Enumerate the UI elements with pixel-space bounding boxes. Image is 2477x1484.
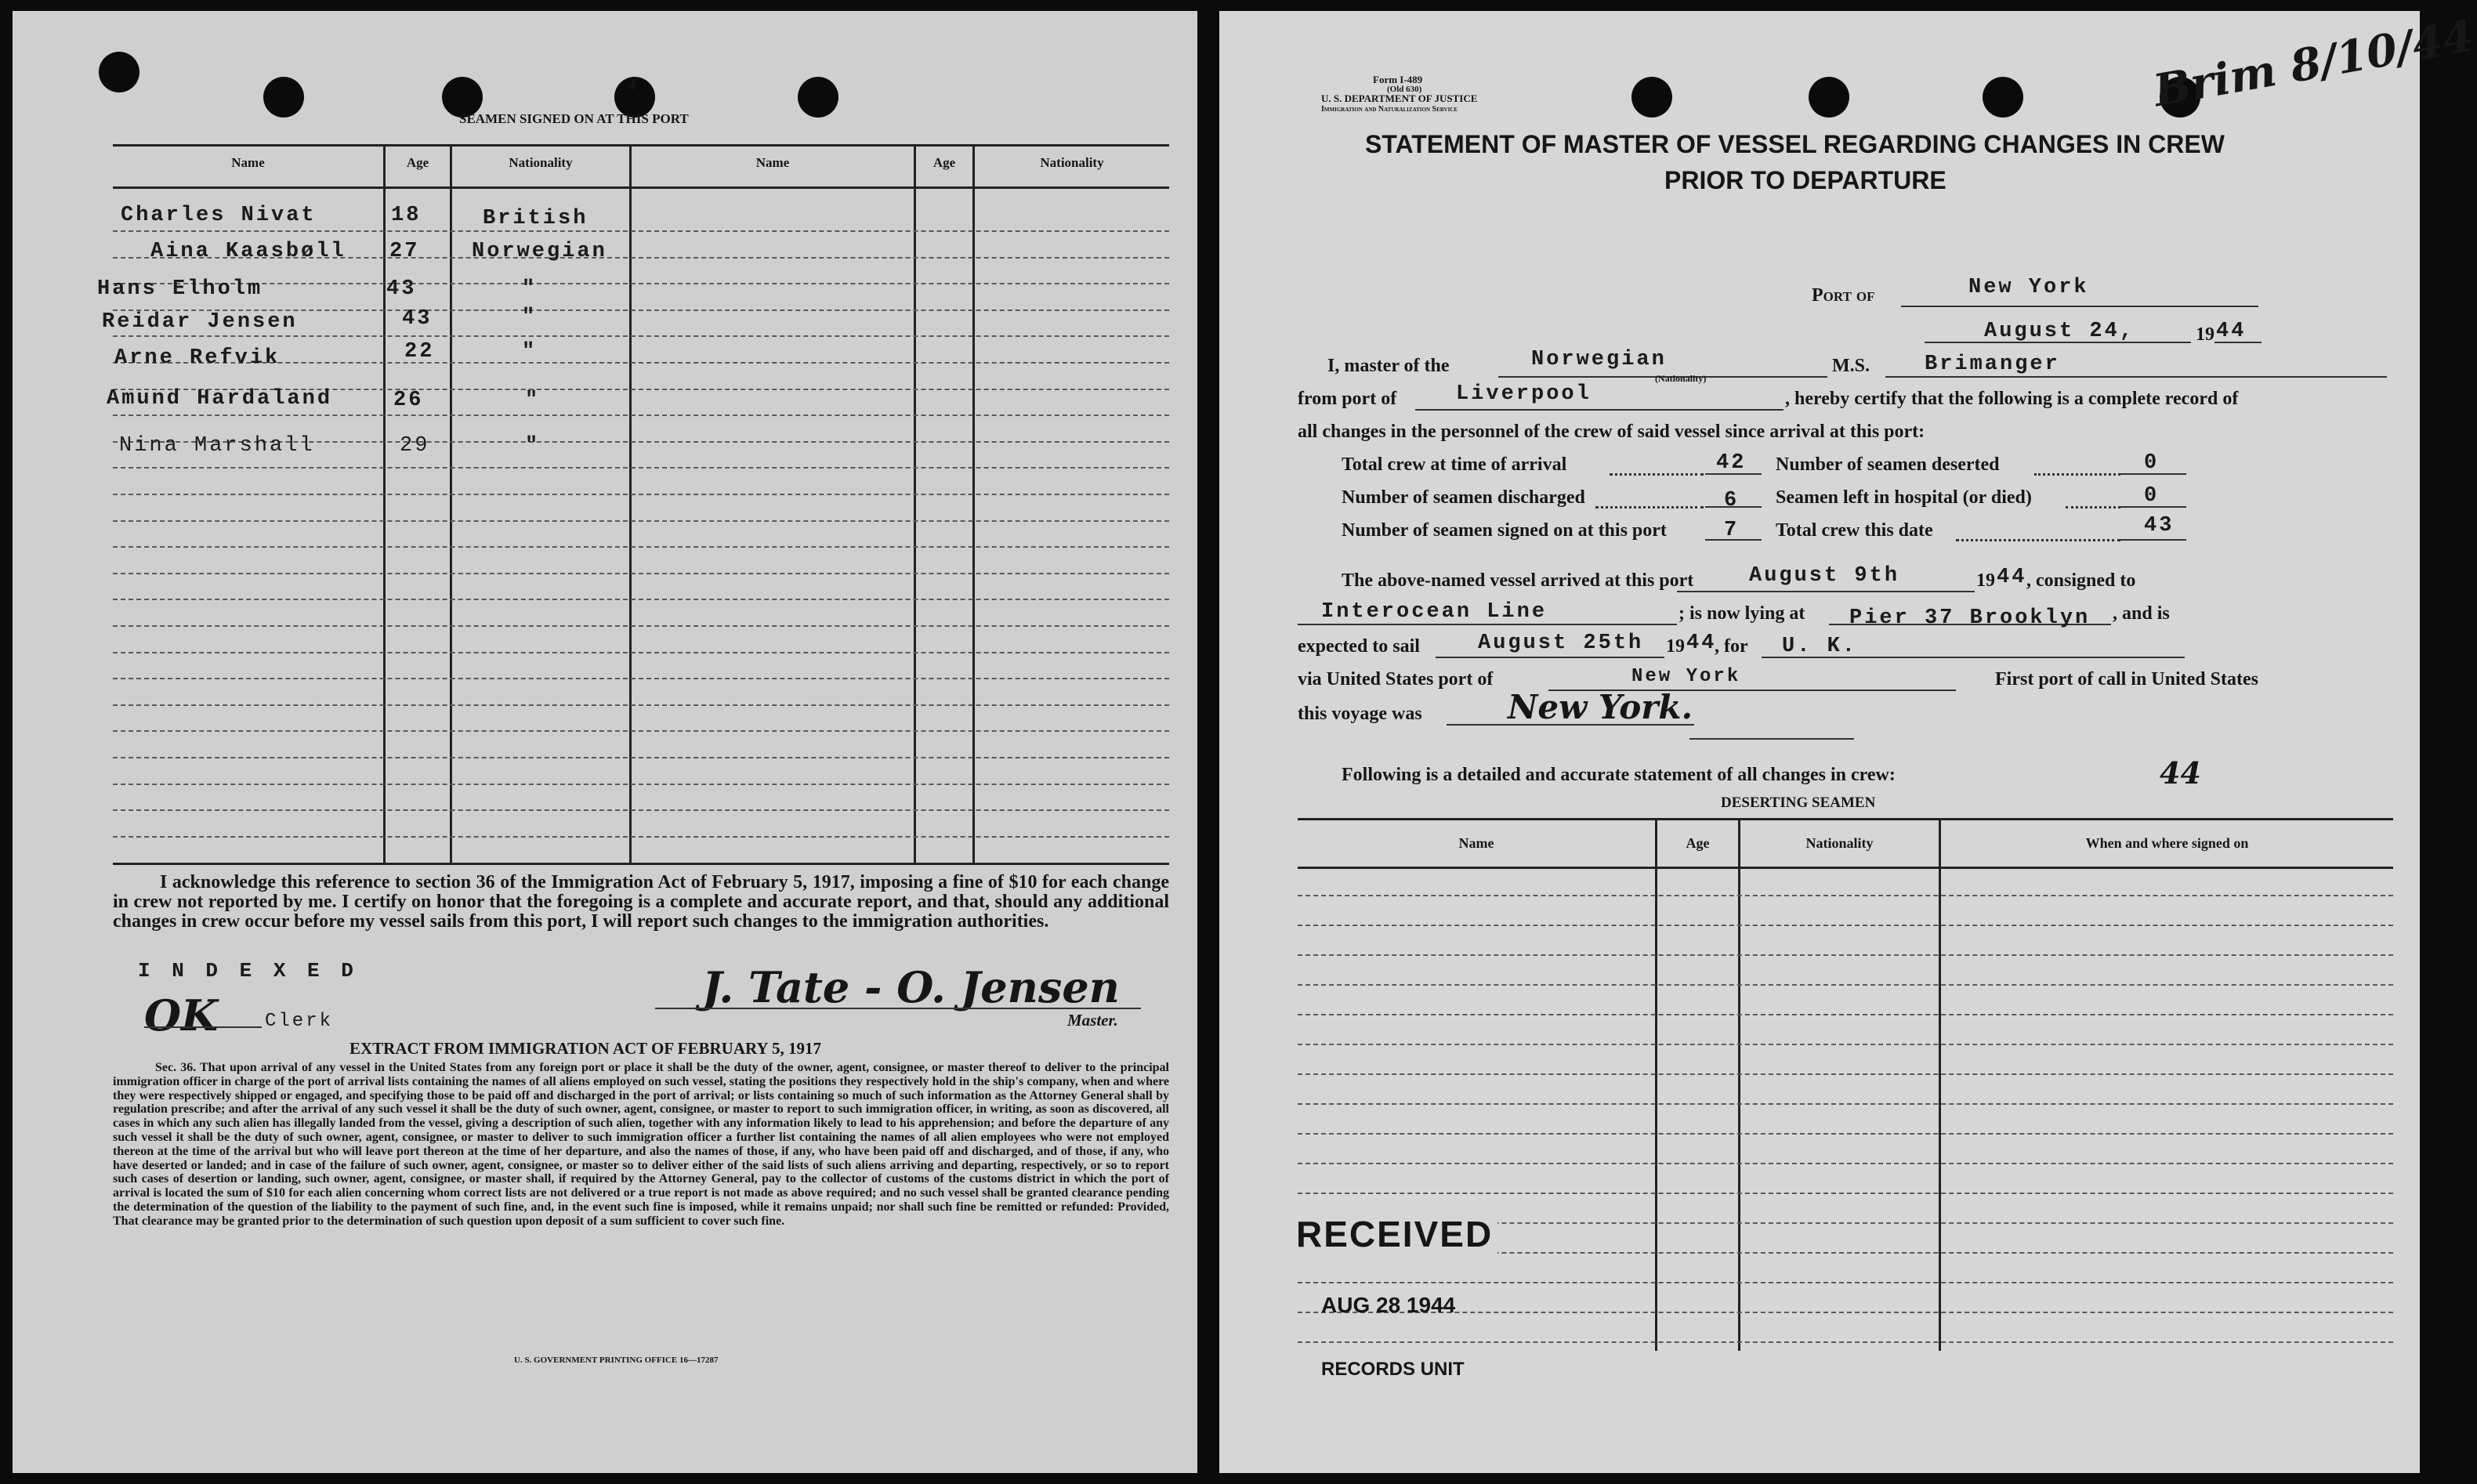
punch-hole [798, 77, 838, 118]
table-row-rule [1298, 1193, 2393, 1194]
leader-dots [1595, 506, 1704, 509]
table-row-rule [113, 467, 1169, 469]
column-header-nationality: Nationality [1040, 155, 1104, 170]
discharged-value: 6 [1724, 489, 1740, 512]
row-4-nationality: " [522, 306, 538, 329]
row-6-name: Amund Hardaland [107, 387, 333, 411]
column-header-name: Name [231, 155, 265, 170]
column-header-age: Age [932, 155, 956, 170]
row-5-nationality: " [522, 340, 538, 364]
vessel-name: Brimanger [1925, 353, 2060, 376]
left-page [13, 11, 1197, 1473]
indexed-stamp: I N D E X E D [138, 959, 358, 983]
table-row-rule [1298, 1312, 2393, 1313]
master-of-label: I, master of the [1327, 356, 1450, 376]
table-row-rule [1298, 1282, 2393, 1283]
table-row-rule [1298, 954, 2393, 956]
table-row-rule [1298, 895, 2393, 896]
row-2-name: Aina Kaasbøll [150, 240, 346, 263]
punch-hole [1631, 77, 1672, 118]
total-crew-arrival: 42 [1716, 451, 1747, 475]
deserting-table-top-rule [1298, 818, 2393, 820]
this-voyage-line-2 [1689, 738, 1854, 740]
expected-year: 44 [1686, 632, 1717, 655]
row-5-name: Arne Refvik [114, 346, 281, 370]
year-prefix: 19 [2196, 324, 2214, 345]
handwritten-44: 44 [2160, 755, 2201, 791]
row-3-nationality: " [522, 277, 538, 301]
table-row-rule [113, 809, 1169, 811]
from-port-line [1415, 409, 1784, 411]
page-number: 4 [628, 77, 636, 92]
row-7-nationality: " [525, 434, 541, 458]
row-1-nationality: British [483, 207, 588, 230]
total-crew-date-value: 43 [2144, 514, 2175, 537]
certify-text: , hereby certify that the following is a complete record of [1785, 389, 2239, 409]
vessel-prefix: M.S. [1832, 356, 1870, 376]
row-6-nationality: " [525, 389, 541, 412]
row-5-age: 22 [404, 340, 435, 364]
table-bottom-rule [113, 863, 1169, 865]
expected-label: expected to sail [1298, 636, 1420, 657]
this-voyage-value: New York. [1508, 688, 1693, 726]
total-crew-date-label: Total crew this date [1776, 520, 1933, 541]
first-port-label: First port of call in United States [1995, 669, 2258, 690]
table-top-rule [113, 144, 1169, 147]
table-row-rule [113, 625, 1169, 627]
table-row-rule [1298, 1163, 2393, 1164]
table-row-rule [113, 494, 1169, 495]
acknowledgement-text: I acknowledge this reference to section 36 of the Immigration Act of February 5, 1917, imposing a fine of $10 for each change in crew not reported by me. I certify on honor that the foregoing is a complete and accurate report, and that, should any additional changes in crew occur before my vessel sails from this port, I will report such changes to the immigration authorities. [113, 872, 1169, 932]
table-row-rule [1298, 1341, 2393, 1343]
table-row-rule [113, 546, 1169, 548]
table-header-rule [113, 186, 1169, 189]
deserting-title: DESERTING SEAMEN [1721, 794, 1876, 811]
table-row-rule [1298, 1133, 2393, 1135]
via-label: via United States port of [1298, 669, 1494, 690]
column-header-age: Age [406, 155, 429, 170]
form-title-line-1: STATEMENT OF MASTER OF VESSEL REGARDING CHANGES IN CREW [1365, 130, 2225, 158]
lying-value: Pier 37 Brooklyn [1849, 606, 2091, 630]
discharged-label: Number of seamen discharged [1342, 487, 1585, 508]
form-number: Form I-489 [1373, 74, 1423, 85]
signature-line [655, 1008, 1141, 1009]
date-year: 44 [2216, 320, 2247, 343]
consignee-line [1298, 624, 1677, 625]
table-row-rule [113, 230, 1169, 232]
lying-label: ; is now lying at [1678, 603, 1805, 624]
via-value: New York [1631, 666, 1741, 687]
for-value: U. K. [1782, 635, 1858, 658]
expected-year-prefix: 19 [1666, 636, 1685, 657]
for-label: , for [1715, 636, 1748, 657]
table-row-rule [1298, 1014, 2393, 1015]
table-row-rule [113, 283, 1169, 284]
leader-dots [1956, 539, 2120, 541]
column-divider [1939, 818, 1941, 1351]
corner-handwriting: Brim 8/10/44 [2149, 9, 2477, 118]
following-text: Following is a detailed and accurate statement of all changes in crew: [1342, 765, 1896, 785]
leader-dots [2066, 506, 2120, 509]
printing-office: U. S. GOVERNMENT PRINTING OFFICE 16—17287 [514, 1356, 719, 1365]
table-row-rule [1298, 925, 2393, 926]
consigned-label: , consigned to [2026, 570, 2136, 591]
expected-line [1436, 657, 1664, 658]
arrived-year: 44 [1997, 566, 2027, 589]
row-3-name: Hans Elholm [97, 277, 263, 301]
column-header-nationality: Nationality [509, 155, 573, 170]
deserting-header-name: Name [1458, 835, 1494, 851]
table-row-rule [113, 573, 1169, 574]
signed-on-label: Number of seamen signed on at this port [1342, 520, 1667, 541]
table-row-rule [1298, 1073, 2393, 1075]
row-4-name: Reidar Jensen [102, 310, 298, 334]
column-divider [1738, 818, 1740, 1351]
arrived-line [1677, 591, 1975, 592]
row-2-age: 27 [389, 240, 420, 263]
arrived-year-prefix: 19 [1976, 570, 1995, 591]
row-7-name: Nina Marshall [119, 434, 315, 458]
all-changes-text: all changes in the personnel of the crew of said vessel since arrival at this port: [1298, 422, 1925, 442]
extract-title: EXTRACT FROM IMMIGRATION ACT OF FEBRUARY 5, 1917 [349, 1039, 822, 1058]
arrived-value: August 9th [1749, 564, 1900, 588]
punch-hole [263, 77, 304, 118]
right-page [1219, 9, 2477, 1473]
nationality-value: Norwegian [1531, 348, 1667, 371]
clerk-label: Clerk [265, 1011, 334, 1032]
from-port-label: from port of [1298, 389, 1397, 409]
received-date-stamp: AUG 28 1944 [1321, 1293, 1456, 1317]
records-unit-stamp: RECORDS UNIT [1321, 1359, 1465, 1380]
punch-hole [1809, 77, 1849, 118]
hospital-value: 0 [2144, 484, 2160, 508]
table-row-rule [113, 757, 1169, 758]
master-label: Master. [1067, 1011, 1118, 1030]
deserted-label: Number of seamen deserted [1776, 454, 2000, 475]
clerk-initials: OK [144, 990, 218, 1041]
row-3-age: 43 [386, 277, 417, 301]
row-4-age: 43 [402, 307, 433, 331]
row-7-age: 29 [400, 434, 430, 458]
column-divider [1655, 818, 1657, 1351]
signed-on-value: 7 [1724, 519, 1740, 542]
year-line [2214, 342, 2262, 343]
deserting-header-nationality: Nationality [1805, 835, 1874, 851]
from-port-value: Liverpool [1456, 382, 1592, 406]
clerk-line [144, 1026, 262, 1028]
section-36-text: Sec. 36. That upon arrival of any vessel in the United States from any foreign port or place it shall be the duty of the owner, agent, consignee, or master thereof to deliver to the principal immigration officer in charge of the port of arrival lists containing the names of all aliens employed on such vessel, stating the positions they respectively hold in the ship's company, when and where they were respectively shipped or engaged, and specifying those to be paid off and discharged in the port of arrival; or lists containing so much of such information as the Attorney General shall by regulation prescribe; and after the arrival of any such vessel it shall be the duty of such owner, agent, consignee, or master to report to such immigration officer, in writing, as soon as discovered, all cases in which any such alien has illegally landed from the vessel, giving a description of such alien, together with any information likely to lead to his apprehension; and before the departure of any such vessel it shall be the duty of such owner, agent, consignee, or master to deliver to such immigration officer a further list containing the names of all alien employees who were not employed thereon at the time of the arrival but who will leave port thereon at the time of her departure, and also the names of those, if any, who have been paid off and discharged, and of those, if any, who have deserted or landed; and in case of the failure of such owner, agent, consignee, or master so to deliver either of the said lists of such aliens arriving and departing, respectively, or so to report such cases of desertion or landing, such owner, agent, consignee, or master shall, if required by the Attorney General, pay to the collector of customs of the customs district in which the port of arrival is located the sum of $10 for each alien concerning whom correct lists are not delivered or a true report is not made as above required; and no such vessel shall be granted clearance pending the determination of the question of the liability to the payment of such fine, and, in the event such fine is imposed, while it remains unpaid; nor shall such fine be remitted or refunded: Provided, That clearance may be granted prior to the determination of such question upon deposit of a sum sufficient to cover such fine. [113, 1061, 1169, 1228]
punch-hole [1983, 77, 2023, 118]
left-page-title: SEAMEN SIGNED ON AT THIS PORT [459, 111, 689, 126]
vessel-line [1885, 376, 2387, 378]
table-row-rule [1298, 1103, 2393, 1105]
stat-line [2120, 539, 2186, 541]
row-1-age: 18 [391, 204, 422, 227]
table-row-rule [113, 520, 1169, 522]
service: Immigration and Naturalization Service [1321, 105, 1458, 114]
total-crew-arrival-label: Total crew at time of arrival [1342, 454, 1567, 475]
leader-dots [2034, 473, 2120, 476]
port-value: New York [1968, 276, 2089, 299]
received-stamp: RECEIVED [1291, 1213, 1497, 1255]
deserted-value: 0 [2144, 451, 2160, 475]
row-1-name: Charles Nivat [121, 204, 317, 227]
leader-dots [1610, 473, 1704, 476]
table-row-rule [113, 704, 1169, 706]
table-row-rule [113, 599, 1169, 600]
date-value: August 24, [1984, 320, 2135, 343]
punch-hole [99, 52, 139, 92]
table-row-rule [113, 678, 1169, 679]
this-voyage-label: this voyage was [1298, 704, 1422, 724]
expected-value: August 25th [1478, 632, 1644, 655]
row-2-nationality: Norwegian [472, 240, 607, 263]
arrived-label: The above-named vessel arrived at this port [1342, 570, 1694, 591]
port-label: Port of [1812, 285, 1875, 306]
table-row-rule [113, 335, 1169, 337]
port-line [1901, 306, 2258, 307]
form-subnumber: (Old 630) [1387, 85, 1422, 94]
table-row-rule [113, 836, 1169, 838]
row-6-age: 26 [393, 389, 424, 412]
form-title-line-2: PRIOR TO DEPARTURE [1664, 166, 1946, 194]
department: U. S. DEPARTMENT OF JUSTICE [1321, 92, 1478, 104]
table-row-rule [113, 784, 1169, 785]
table-row-rule [1298, 1044, 2393, 1045]
column-header-name: Name [755, 155, 790, 170]
master-signature: J. Tate - O. Jensen [702, 962, 1120, 1012]
hospital-label: Seamen left in hospital (or died) [1776, 487, 2032, 508]
nationality-caption: (Nationality) [1655, 373, 1707, 384]
and-is-label: , and is [2113, 603, 2170, 624]
table-row-rule [113, 652, 1169, 653]
deserting-header-when-where: When and where signed on [2085, 835, 2249, 851]
consignee-value: Interocean Line [1321, 600, 1548, 624]
table-row-rule [113, 414, 1169, 416]
deserting-table-header-rule [1298, 867, 2393, 869]
deserting-header-age: Age [1686, 835, 1710, 851]
table-row-rule [113, 730, 1169, 732]
table-row-rule [1298, 984, 2393, 986]
